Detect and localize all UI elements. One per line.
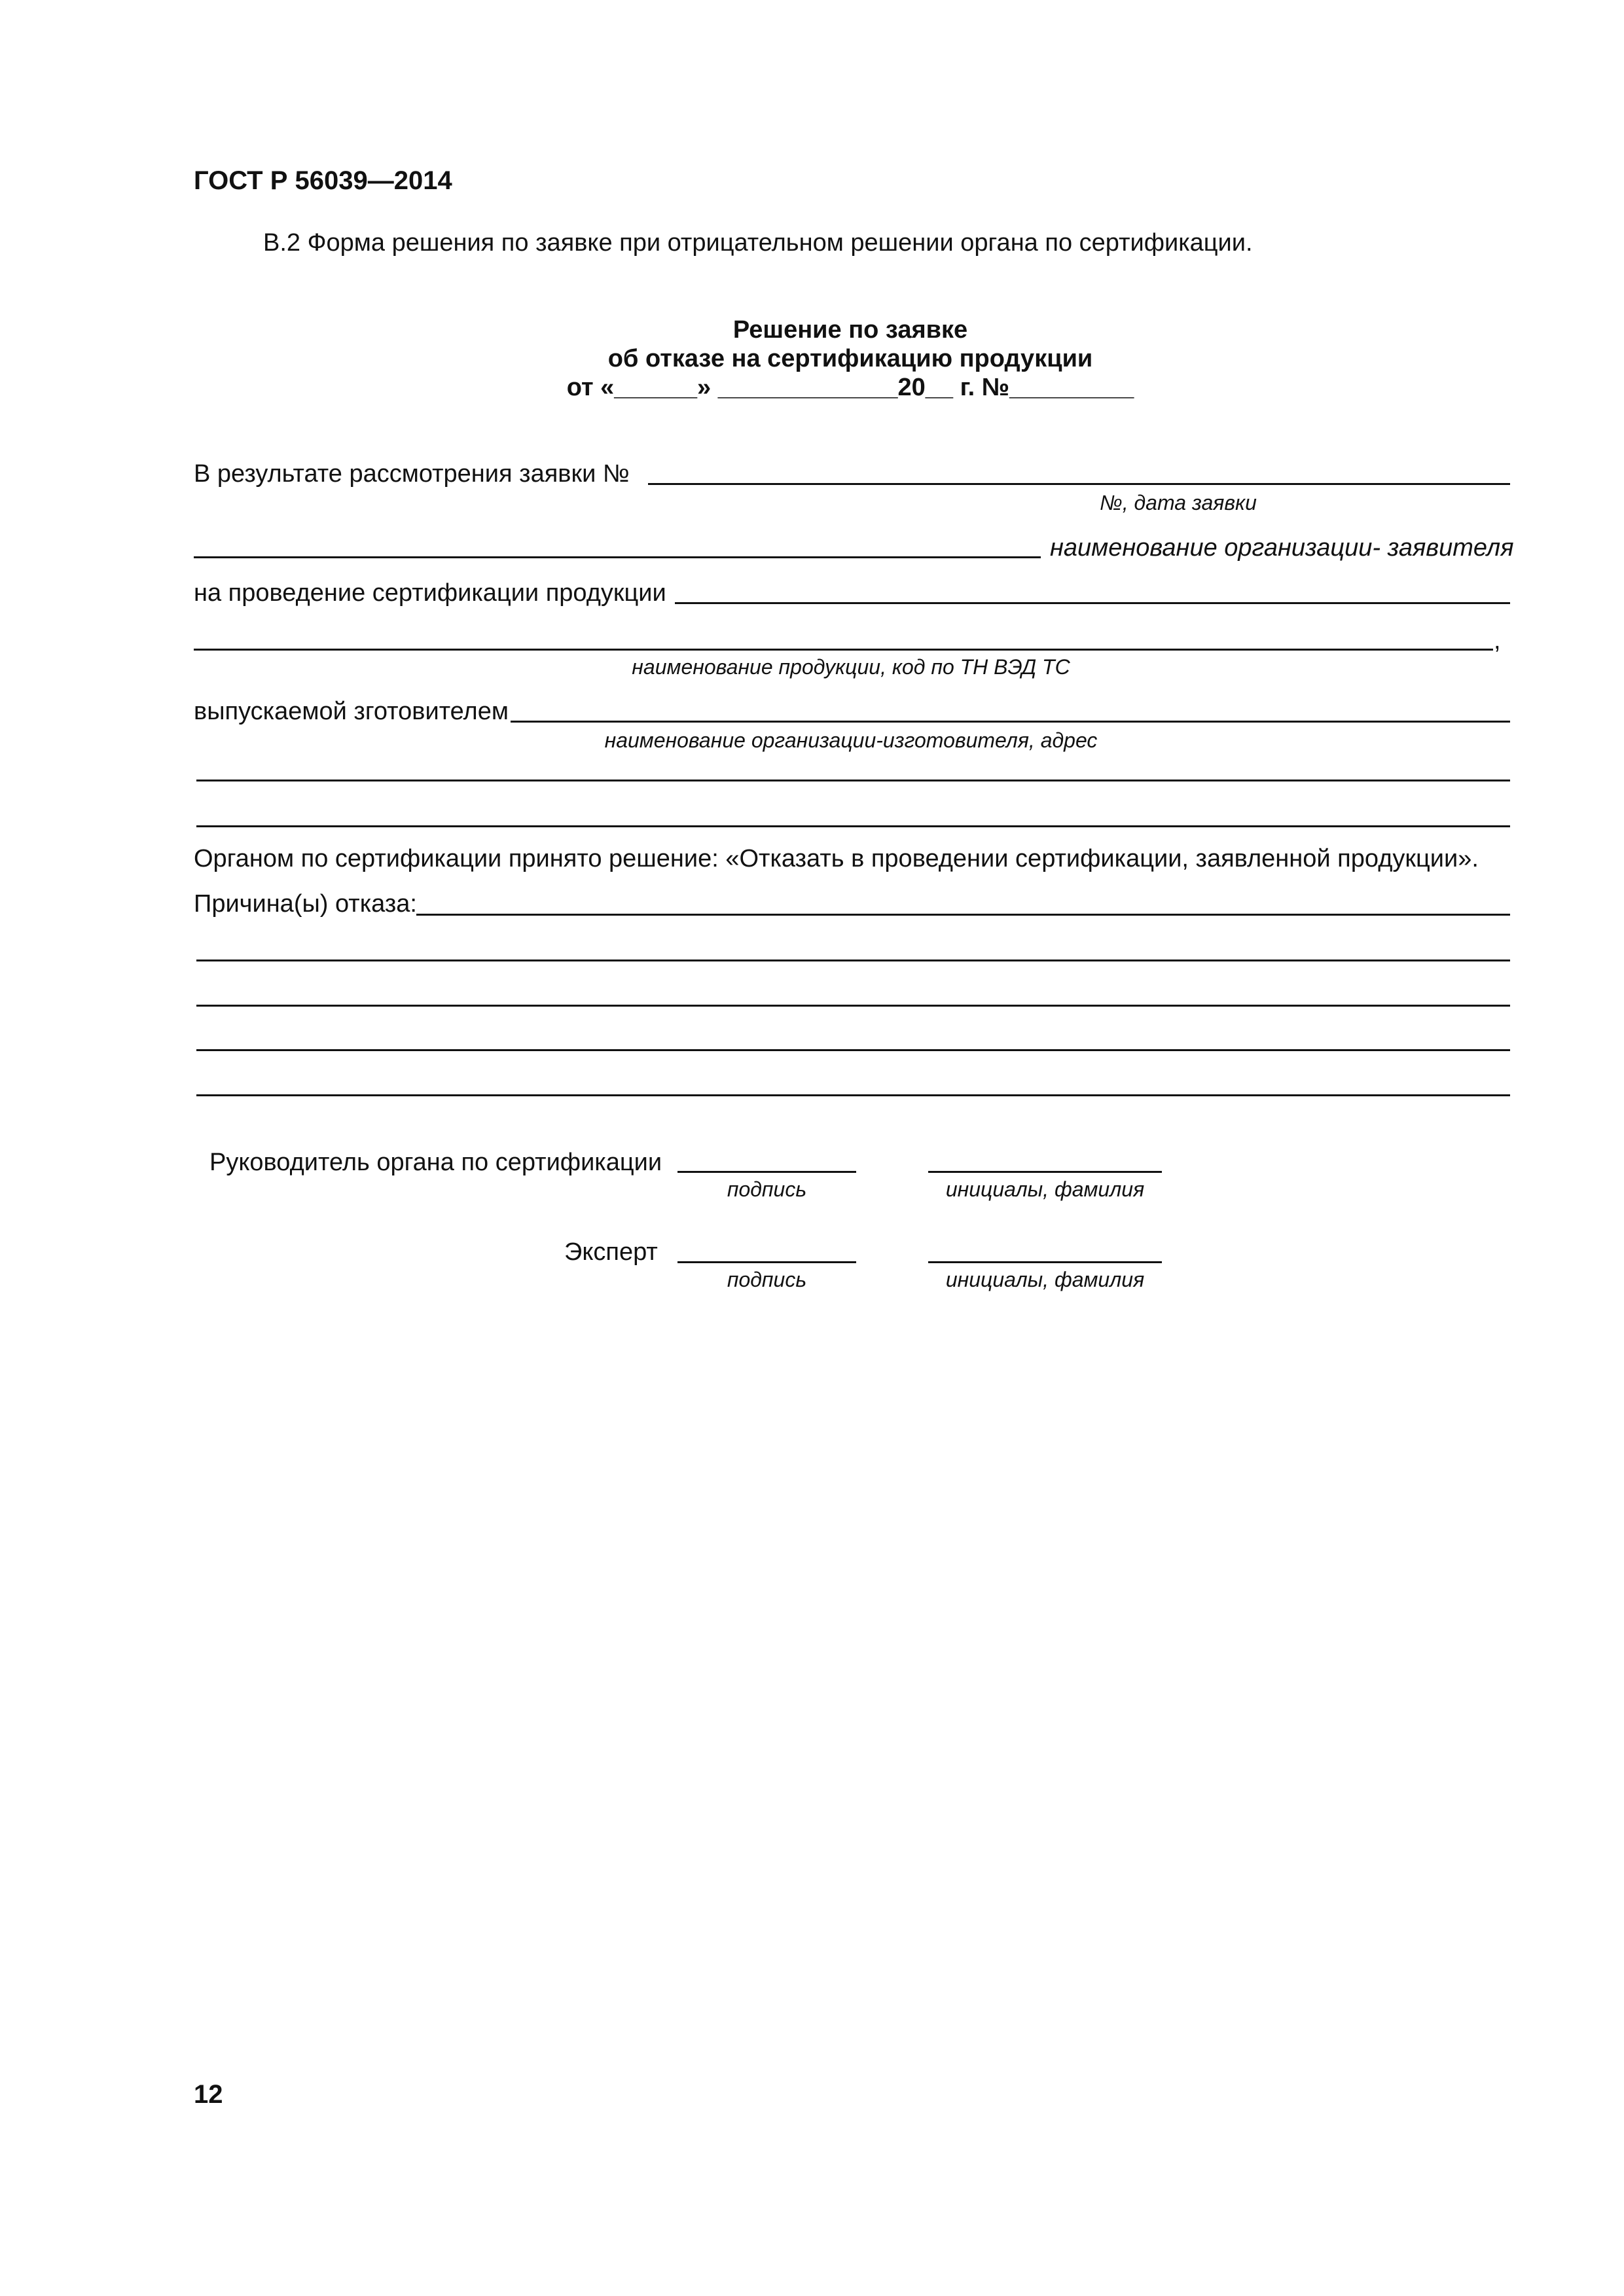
- intro-text: В.2 Форма решения по заявке при отрицательном решении органа по сертификации.: [263, 229, 1253, 257]
- expert-signature-field[interactable]: [677, 1261, 856, 1263]
- expert-signature-caption: подпись: [727, 1268, 807, 1291]
- page-number: 12: [194, 2080, 223, 2109]
- applicant-caption: наименование организации- заявителя: [1050, 534, 1514, 562]
- form-title-line3: от «______» _____________20__ г. №_________: [566, 374, 1134, 401]
- product-field[interactable]: [675, 602, 1510, 604]
- manufacturer-caption: наименование организации-изготовителя, адрес: [604, 728, 1098, 752]
- head-signature-caption: подпись: [727, 1177, 807, 1201]
- application-label: В результате рассмотрения заявки №: [194, 460, 630, 488]
- form-title-line2: об отказе на сертификацию продукции: [607, 345, 1093, 372]
- application-number-field[interactable]: [648, 483, 1510, 485]
- product-label: на проведение сертификации продукции: [194, 579, 666, 607]
- application-caption: №, дата заявки: [1100, 491, 1257, 514]
- expert-label: Эксперт: [564, 1238, 658, 1266]
- manufacturer-field[interactable]: [511, 721, 1510, 723]
- head-name-caption: инициалы, фамилия: [945, 1177, 1145, 1201]
- standard-header: ГОСТ Р 56039—2014: [194, 166, 452, 195]
- applicant-field[interactable]: [194, 556, 1041, 558]
- head-label: Руководитель органа по сертификации: [209, 1149, 662, 1176]
- head-signature-field[interactable]: [677, 1171, 856, 1173]
- manufacturer-field-line2[interactable]: [196, 780, 1510, 781]
- product-field-line2[interactable]: [194, 649, 1493, 651]
- expert-name-caption: инициалы, фамилия: [945, 1268, 1145, 1291]
- product-caption: наименование продукции, код по ТН ВЭД ТС: [632, 655, 1070, 679]
- head-name-field[interactable]: [928, 1171, 1162, 1173]
- product-comma: ,: [1494, 627, 1501, 655]
- expert-name-field[interactable]: [928, 1261, 1162, 1263]
- reason-field-line5[interactable]: [196, 1094, 1510, 1096]
- manufacturer-field-line3[interactable]: [196, 825, 1510, 827]
- reason-field-line3[interactable]: [196, 1005, 1510, 1007]
- decision-text: Органом по сертификации принято решение: «Отказать в проведении сертификации, заявленной продукции».: [194, 845, 1479, 872]
- manufacturer-label: выпускаемой зготовителем: [194, 698, 509, 725]
- reason-label: Причина(ы) отказа:: [194, 890, 417, 918]
- reason-field-line2[interactable]: [196, 960, 1510, 961]
- form-title-line1: Решение по заявке: [732, 316, 968, 344]
- reason-field-line4[interactable]: [196, 1049, 1510, 1051]
- reason-field[interactable]: [416, 914, 1510, 916]
